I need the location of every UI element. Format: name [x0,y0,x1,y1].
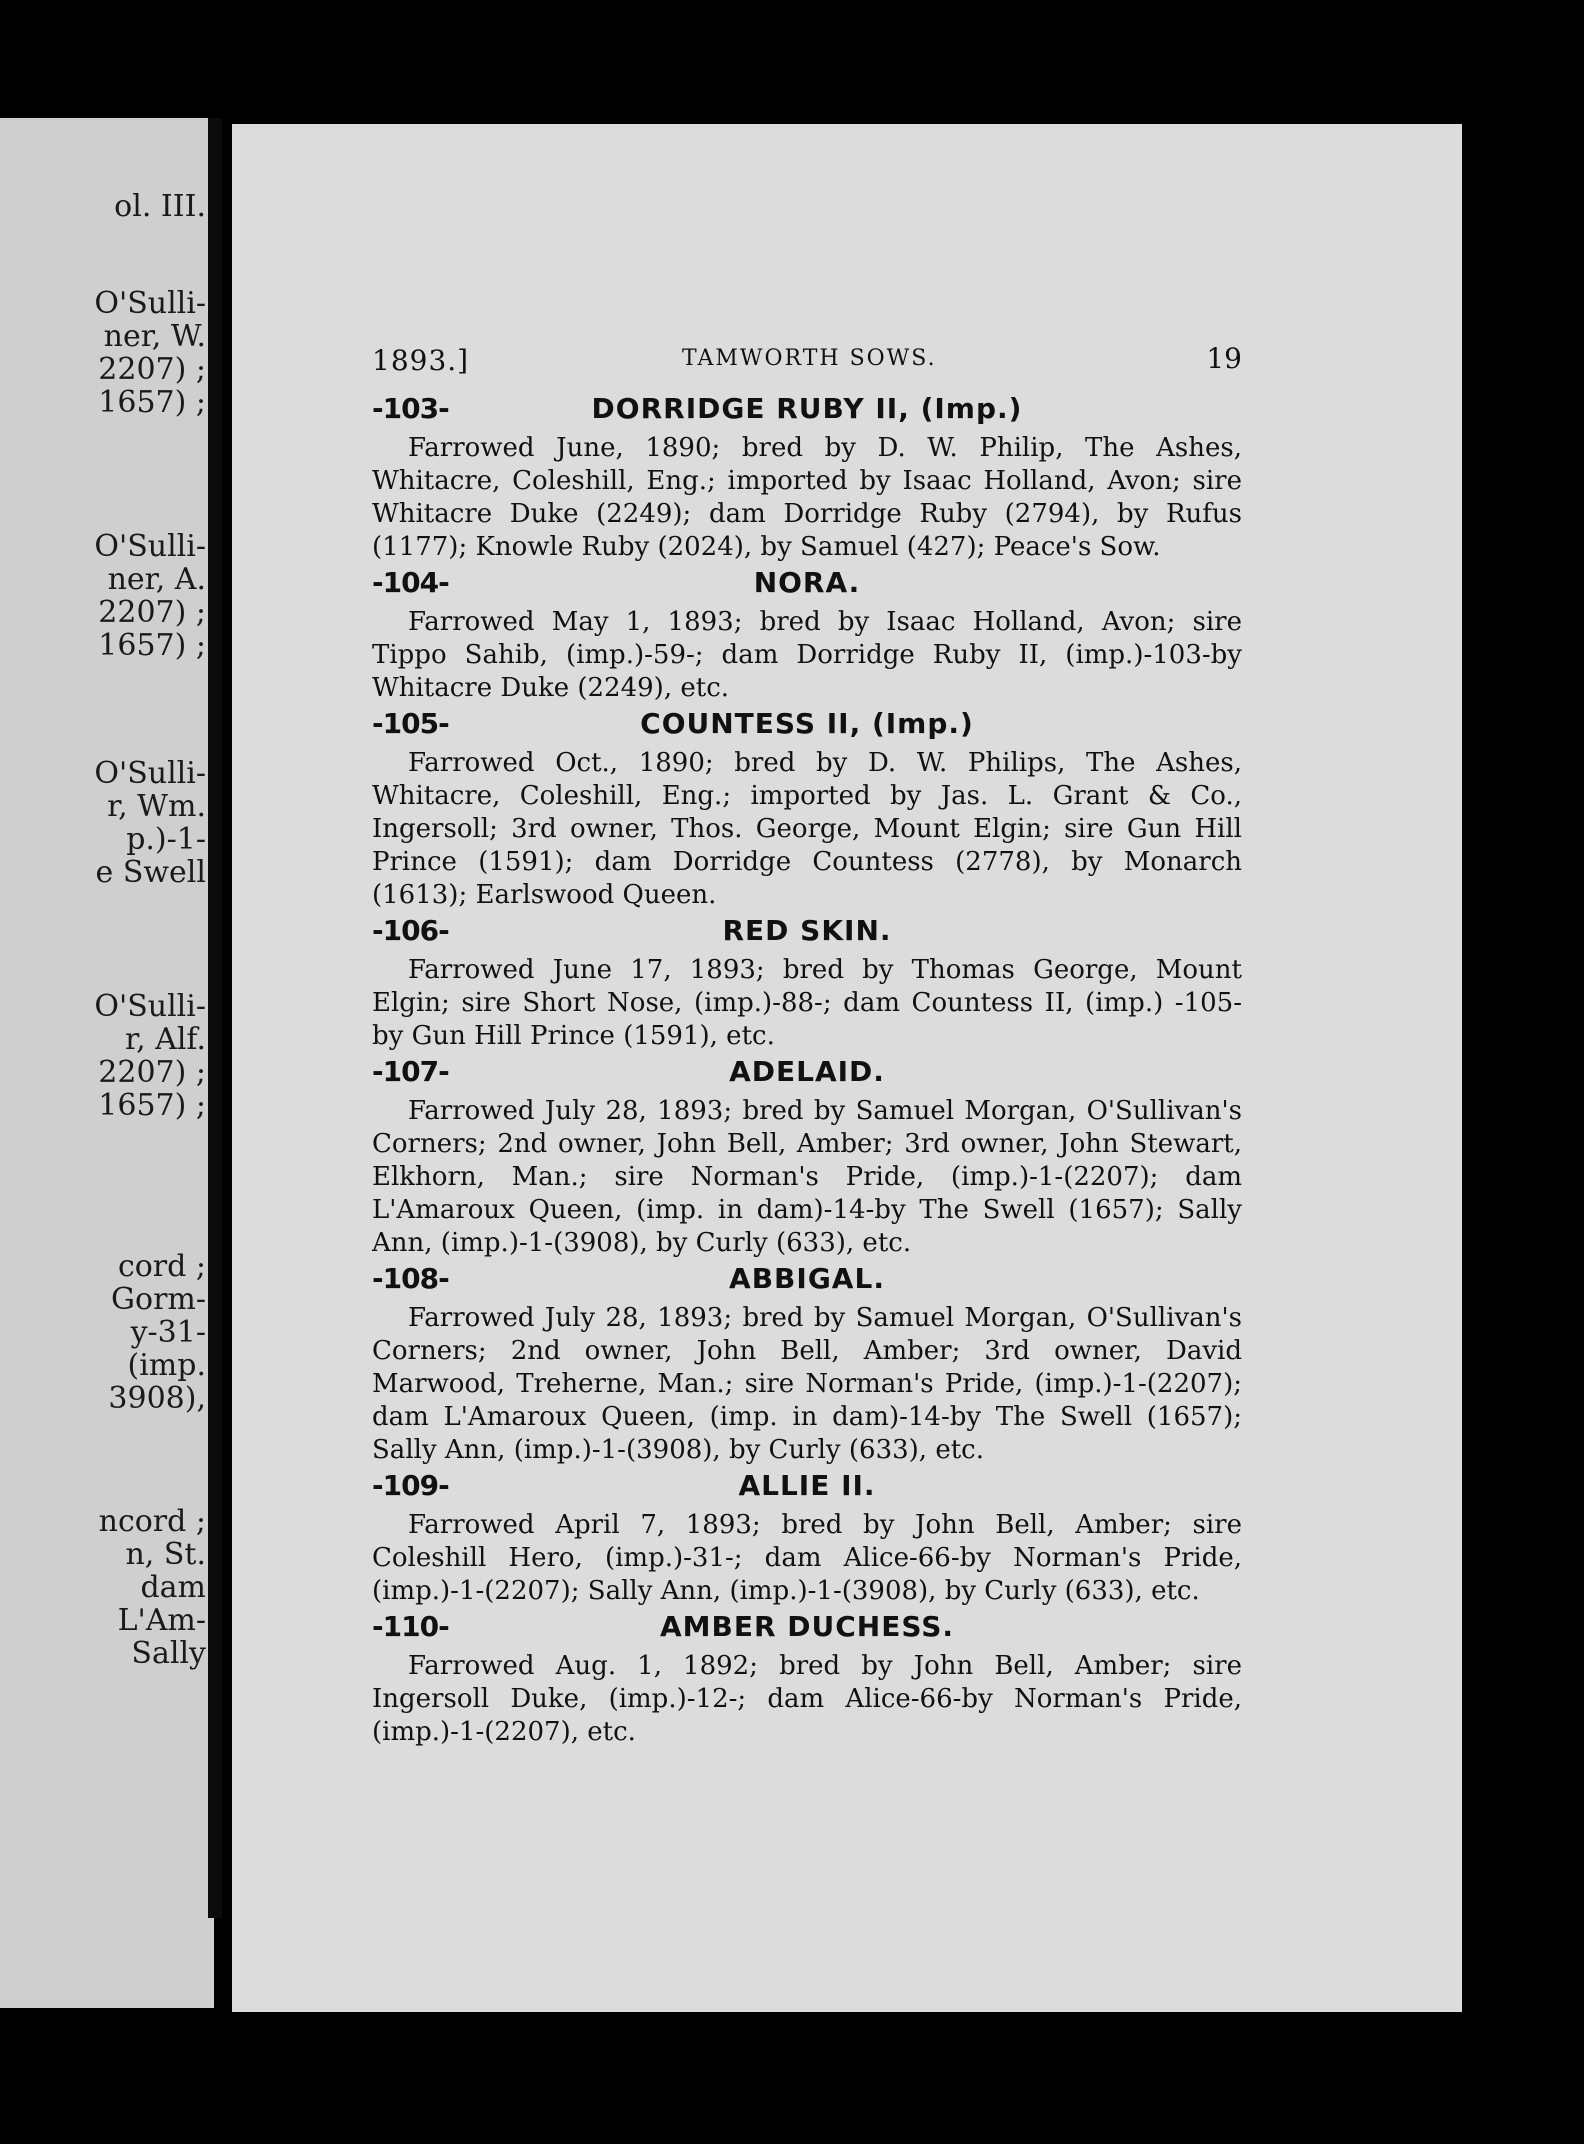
left-page-fragment: r, Alf. [125,1022,206,1057]
left-page-fragment: p.)-1- [126,822,206,857]
entry-name: COUNTESS II, (Imp.) [640,707,974,740]
left-page-fragment: 3908), [108,1381,206,1416]
left-page-fragment: 1657) ; [98,1088,206,1123]
left-page-fragment: O'Sulli- [94,286,206,321]
entry-text: Farrowed July 28, 1893; bred by Samuel Morgan, O'Sullivan's Corners; 2nd owner, John Bell, Amber; 3rd owner, John Stewart, Elkhorn, Man.; sire Norman's Pride, (imp.)-1-(2207); dam L'Amaroux Queen, (imp. in dam)-14-by The Swell (1657); Sally Ann, (imp.)-1-(3908), by Curly (633), etc. [372,1096,1242,1258]
left-page-fragment: O'Sulli- [94,756,206,791]
entry-name: DORRIDGE RUBY II, (Imp.) [591,392,1023,425]
page-number: 19 [1206,342,1242,375]
left-page-fragment: Sally [131,1636,206,1671]
left-page-fragment: 2207) ; [98,1055,206,1090]
entry-number: -103- [372,392,449,425]
entry-name: RED SKIN. [722,914,892,947]
entry-header [372,1055,1242,1095]
left-page-fragment: r, Wm. [107,789,206,824]
entry-name: ALLIE II. [738,1469,876,1502]
left-page-margin [0,118,214,2008]
entry-header [372,566,1242,606]
running-head-year: 1893.] [372,344,470,377]
entry-number: -107- [372,1055,449,1088]
left-page-fragment: y-31- [130,1315,206,1350]
entry-header [372,1262,1242,1302]
entry-text: Farrowed July 28, 1893; bred by Samuel Morgan, O'Sullivan's Corners; 2nd owner, John Bell, Amber; 3rd owner, David Marwood, Treherne, Man.; sire Norman's Pride, (imp.)-1-(2207); dam L'Amaroux Queen, (imp. in dam)-14-by The Swell (1657); Sally Ann, (imp.)-1-(3908), by Curly (633), etc. [372,1303,1242,1465]
entry-110 [372,1610,1242,1749]
running-head-title: TAMWORTH SOWS. [682,346,937,371]
left-page-fragment: e Swell [95,855,206,890]
page-gutter [208,118,222,1918]
entry-text: Farrowed April 7, 1893; bred by John Bell, Amber; sire Coleshill Hero, (imp.)-31-; dam Alice-66-by Norman's Pride, (imp.)-1-(2207); Sally Ann, (imp.)-1-(3908), by Curly (633), etc. [372,1510,1242,1606]
left-page-fragment: ner, W. [103,319,206,354]
running-head [372,332,1242,392]
left-page-fragment: 2207) ; [98,352,206,387]
entry-number: -105- [372,707,449,740]
left-page-fragment: cord ; [117,1249,206,1284]
entry-text: Farrowed May 1, 1893; bred by Isaac Holland, Avon; sire Tippo Sahib, (imp.)-59-; dam Dorridge Ruby II, (imp.)-103-by Whitacre Duke (2249), etc. [372,607,1242,703]
left-page-fragment: ol. III. [114,189,206,224]
entry-name: ABBIGAL. [729,1262,885,1295]
left-page-fragment: Gorm- [111,1282,206,1317]
left-page-fragment: 1657) ; [98,385,206,420]
left-page-fragment: 1657) ; [98,628,206,663]
entry-text: Farrowed Oct., 1890; bred by D. W. Philips, The Ashes, Whitacre, Coleshill, Eng.; imported by Jas. L. Grant & Co., Ingersoll; 3rd owner, Thos. George, Mount Elgin; sire Gun Hill Prince (1591); dam Dorridge Countess (2778), by Monarch (1613); Earlswood Queen. [372,748,1242,910]
entry-107 [372,1055,1242,1260]
entry-header [372,1610,1242,1650]
entry-name: ADELAID. [729,1055,885,1088]
page [232,124,1462,2012]
entry-106 [372,914,1242,1053]
entry-108 [372,1262,1242,1467]
entry-number: -109- [372,1469,449,1502]
left-page-fragment: O'Sulli- [94,989,206,1024]
entry-header [372,914,1242,954]
entry-number: -110- [372,1610,449,1643]
entry-name: AMBER DUCHESS. [659,1610,955,1643]
left-page-fragment: ncord ; [98,1504,206,1539]
entry-text: Farrowed June 17, 1893; bred by Thomas George, Mount Elgin; sire Short Nose, (imp.)-88-; dam Countess II, (imp.) -105-by Gun Hill Prince (1591), etc. [372,955,1242,1051]
left-page-fragment: (imp. [127,1348,206,1383]
entry-header [372,392,1242,432]
left-page-fragment: dam [140,1570,206,1605]
entry-text: Farrowed June, 1890; bred by D. W. Philip, The Ashes, Whitacre, Coleshill, Eng.; imported by Isaac Holland, Avon; sire Whitacre Duke (2249); dam Dorridge Ruby (2794), by Rufus (1177); Knowle Ruby (2024), by Samuel (427); Peace's Sow. [372,433,1242,562]
entry-number: -104- [372,566,449,599]
entry-text: Farrowed Aug. 1, 1892; bred by John Bell, Amber; sire Ingersoll Duke, (imp.)-12-; dam Alice-66-by Norman's Pride, (imp.)-1-(2207), etc. [372,1651,1242,1747]
entry-105 [372,707,1242,912]
entry-header [372,1469,1242,1509]
entry-number: -108- [372,1262,449,1295]
entry-103 [372,392,1242,564]
left-page-fragment: 2207) ; [98,595,206,630]
entry-header [372,707,1242,747]
left-page-fragment: n, St. [125,1537,206,1572]
entry-109 [372,1469,1242,1608]
entry-number: -106- [372,914,449,947]
left-page-fragment: O'Sulli- [94,529,206,564]
entry-104 [372,566,1242,705]
page-content [372,332,1242,1751]
left-page-fragment: L'Am- [117,1603,206,1638]
left-page-fragment: ner, A. [107,562,206,597]
entry-name: NORA. [753,566,861,599]
